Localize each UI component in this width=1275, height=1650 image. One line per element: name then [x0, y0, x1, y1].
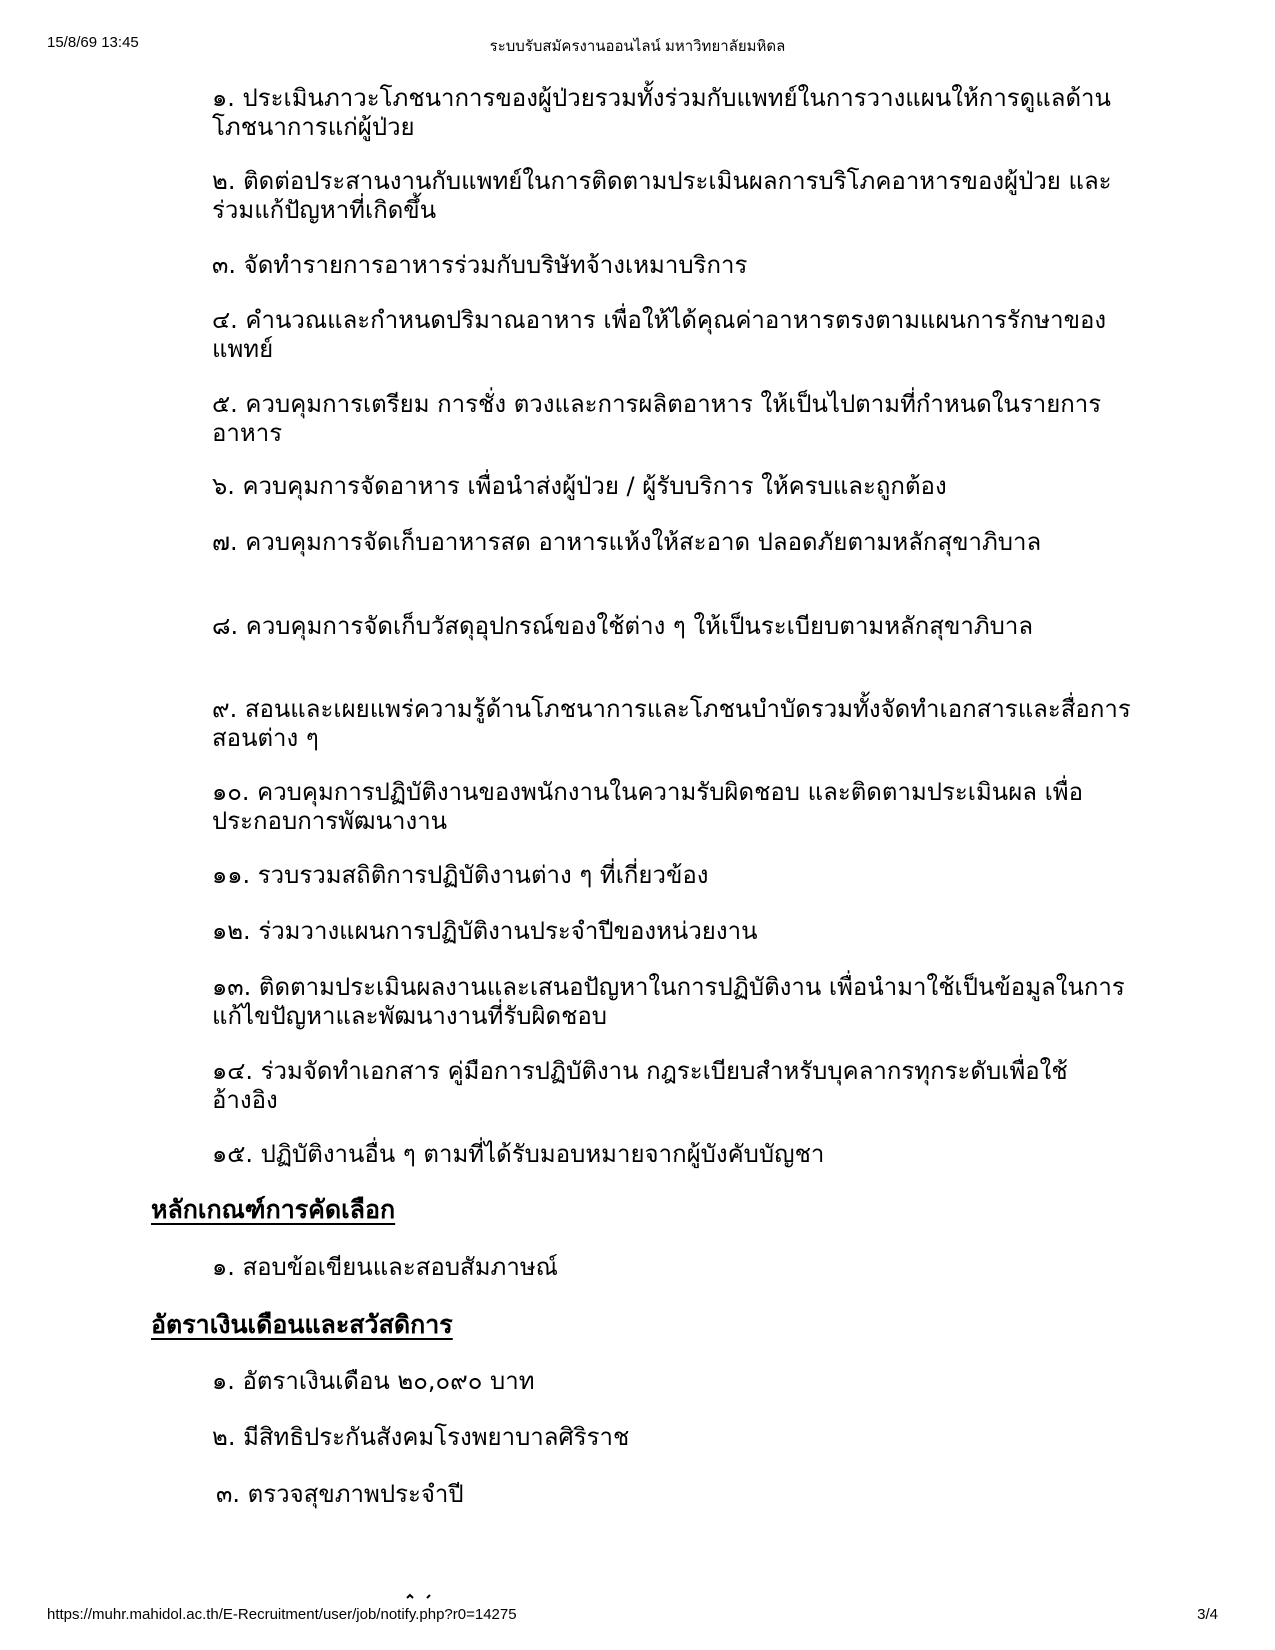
print-footer [0, 1606, 1275, 1628]
duty-item: ๑๔. ร่วมจัดทำเอกสาร คู่มือการปฏิบัติงาน กฎระเบียบสำหรับบุคลากรทุกระดับเพื่อใช้อ้างอิง [212, 1057, 1068, 1114]
duty-item: ๑๓. ติดตามประเมินผลงานและเสนอปัญหาในการปฏิบัติงาน เพื่อนำมาใช้เป็นข้อมูลในการแก้ไขปัญหาและพัฒนางานที่รับผิดชอบ [212, 973, 1125, 1030]
duty-item: ๔. คำนวณและกำหนดปริมาณอาหาร เพื่อให้ได้คุณค่าอาหารตรงตามแผนการรักษาของแพทย์ [212, 306, 1107, 363]
duty-item: ๑๑. รวบรวมสถิติการปฏิบัติงานต่าง ๆ ที่เกี่ยวข้อง [212, 861, 709, 889]
salary-item: ๓. ตรวจสุขภาพประจำปี [216, 1480, 464, 1508]
salary-item: ๒. มีสิทธิประกันสังคมโรงพยาบาลศิริราช [212, 1423, 630, 1451]
salary-item: ๑. อัตราเงินเดือน ๒๐,๐๙๐ บาท [212, 1367, 535, 1395]
duty-item: ๘. ควบคุมการจัดเก็บวัสดุอุปกรณ์ของใช้ต่าง ๆ ให้เป็นระเบียบตามหลักสุขาภิบาล [212, 612, 1034, 640]
duty-item: ๑๐. ควบคุมการปฏิบัติงานของพนักงานในความรับผิดชอบ และติดตามประเมินผล เพื่อประกอบการพัฒนางาน [212, 778, 1084, 835]
duty-item: ๑๕. ปฏิบัติงานอื่น ๆ ตามที่ได้รับมอบหมายจากผู้บังคับบัญชา [212, 1140, 825, 1168]
page-number: 3/4 [1197, 1606, 1218, 1623]
duty-item: ๕. ควบคุมการเตรียม การชั่ง ตวงและการผลิตอาหาร ให้เป็นไปตามที่กำหนดในรายการอาหาร [212, 390, 1102, 447]
selection-criteria-heading: หลักเกณฑ์การคัดเลือก [151, 1195, 396, 1224]
duty-item: ๓. จัดทำรายการอาหารร่วมกับบริษัทจ้างเหมาบริการ [212, 251, 748, 279]
duty-item: ๑๒. ร่วมวางแผนการปฏิบัติงานประจำปีของหน่วยงาน [212, 917, 758, 945]
duty-item: ๗. ควบคุมการจัดเก็บอาหารสด อาหารแห้งให้สะอาด ปลอดภัยตามหลักสุขาภิบาล [212, 528, 1042, 556]
print-datetime: 15/8/69 13:45 [47, 34, 139, 51]
selection-item: ๑. สอบข้อเขียนและสอบสัมภาษณ์ [212, 1253, 558, 1281]
duty-item: ๑. ประเมินภาวะโภชนาการของผู้ป่วยรวมทั้งร่วมกับแพทย์ในการวางแผนให้การดูแลด้านโภชนาการแก่ผู้ป่วย [212, 84, 1111, 141]
print-title: ระบบรับสมัครงานออนไลน์ มหาวิทยาลัยมหิดล [489, 38, 786, 55]
salary-benefits-heading: อัตราเงินเดือนและสวัสดิการ [151, 1310, 453, 1339]
page-break-fragment [212, 1592, 512, 1600]
duty-item: ๒. ติดต่อประสานงานกับแพทย์ในการติดตามประเมินผลการบริโภคอาหารของผู้ป่วย และร่วมแก้ปัญหาที่เกิดขึ้น [212, 167, 1112, 224]
duty-item: ๖. ควบคุมการจัดอาหาร เพื่อนำส่งผู้ป่วย / ผู้รับบริการ ให้ครบและถูกต้อง [212, 472, 947, 500]
print-url: https://muhr.mahidol.ac.th/E-Recruitment/user/job/notify.php?r0=14275 [47, 1606, 517, 1623]
duty-item: ๙. สอนและเผยแพร่ความรู้ด้านโภชนาการและโภชนบำบัดรวมทั้งจัดทำเอกสารและสื่อการสอนต่าง ๆ [212, 695, 1131, 752]
